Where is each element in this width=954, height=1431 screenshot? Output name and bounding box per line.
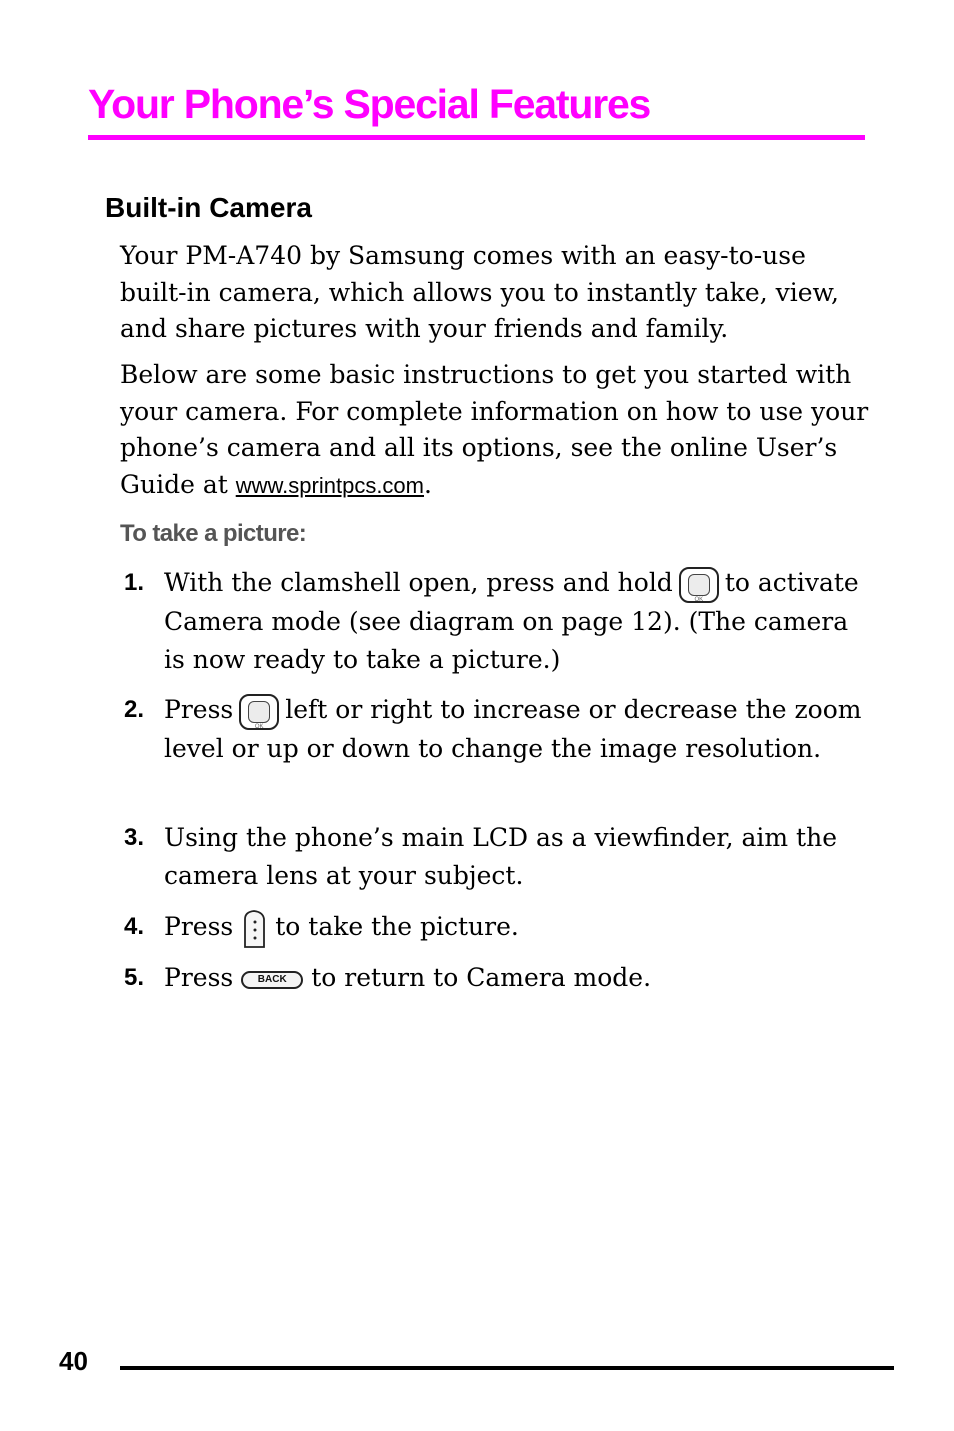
- title-rule: [88, 135, 865, 140]
- sprintpcs-link[interactable]: www.sprintpcs.com: [235, 472, 424, 498]
- step-number: 1.: [124, 569, 145, 596]
- page-number: 40: [59, 1346, 88, 1376]
- back-key-label: BACK: [257, 973, 287, 985]
- step-text-before: Press: [164, 912, 234, 941]
- side-camera-key-icon: [239, 909, 269, 949]
- step-number: 3.: [124, 824, 145, 851]
- section-heading: Built-in Camera: [105, 192, 312, 223]
- ok-key-icon: [679, 567, 719, 603]
- back-key-icon: [241, 971, 303, 989]
- step-text: Using the phone’s main LCD as a viewfinder, aim the camera lens at your subject.: [164, 823, 837, 890]
- step-number: 2.: [124, 696, 145, 723]
- step-number: 5.: [124, 964, 145, 991]
- ok-key-label: OK: [694, 596, 704, 603]
- guide-paragraph-end: .: [424, 469, 432, 499]
- step-text-before: Press: [164, 695, 234, 724]
- step-text-before: Press: [164, 963, 234, 992]
- guide-paragraph: [120, 357, 870, 504]
- guide-paragraph-text: Below are some basic instructions to get you started with your camera. For complete information on how to use your phone’s camera and all its options, see the online User’s Guide at: [120, 360, 869, 499]
- step-number: 4.: [124, 913, 145, 940]
- step-text-after: to return to Camera mode.: [311, 963, 652, 992]
- footer-rule: [120, 1366, 894, 1370]
- page-title: Your Phone’s Special Features: [88, 81, 651, 127]
- intro-paragraph: Your PM-A740 by Samsung comes with an easy-to-use built-in camera, which allows you to instantly take, view, and share pictures with your friends and family.: [120, 241, 839, 343]
- step-text-after: to activate Camera mode (see diagram on page 12). (The camera is now ready to take a picture.): [164, 568, 859, 674]
- step-text-before: With the clamshell open, press and hold: [164, 568, 673, 597]
- ok-key-label: OK: [254, 723, 264, 730]
- step-text: [164, 908, 864, 949]
- ok-key-icon: [239, 694, 279, 730]
- step-text: [164, 691, 864, 768]
- procedure-subheading: To take a picture:: [120, 520, 307, 547]
- step-text: [164, 959, 864, 997]
- step-text: [164, 564, 864, 679]
- step-text-after: left or right to increase or decrease the zoom level or up or down to change the image resolution.: [164, 695, 862, 763]
- step-text-after: to take the picture.: [275, 912, 519, 941]
